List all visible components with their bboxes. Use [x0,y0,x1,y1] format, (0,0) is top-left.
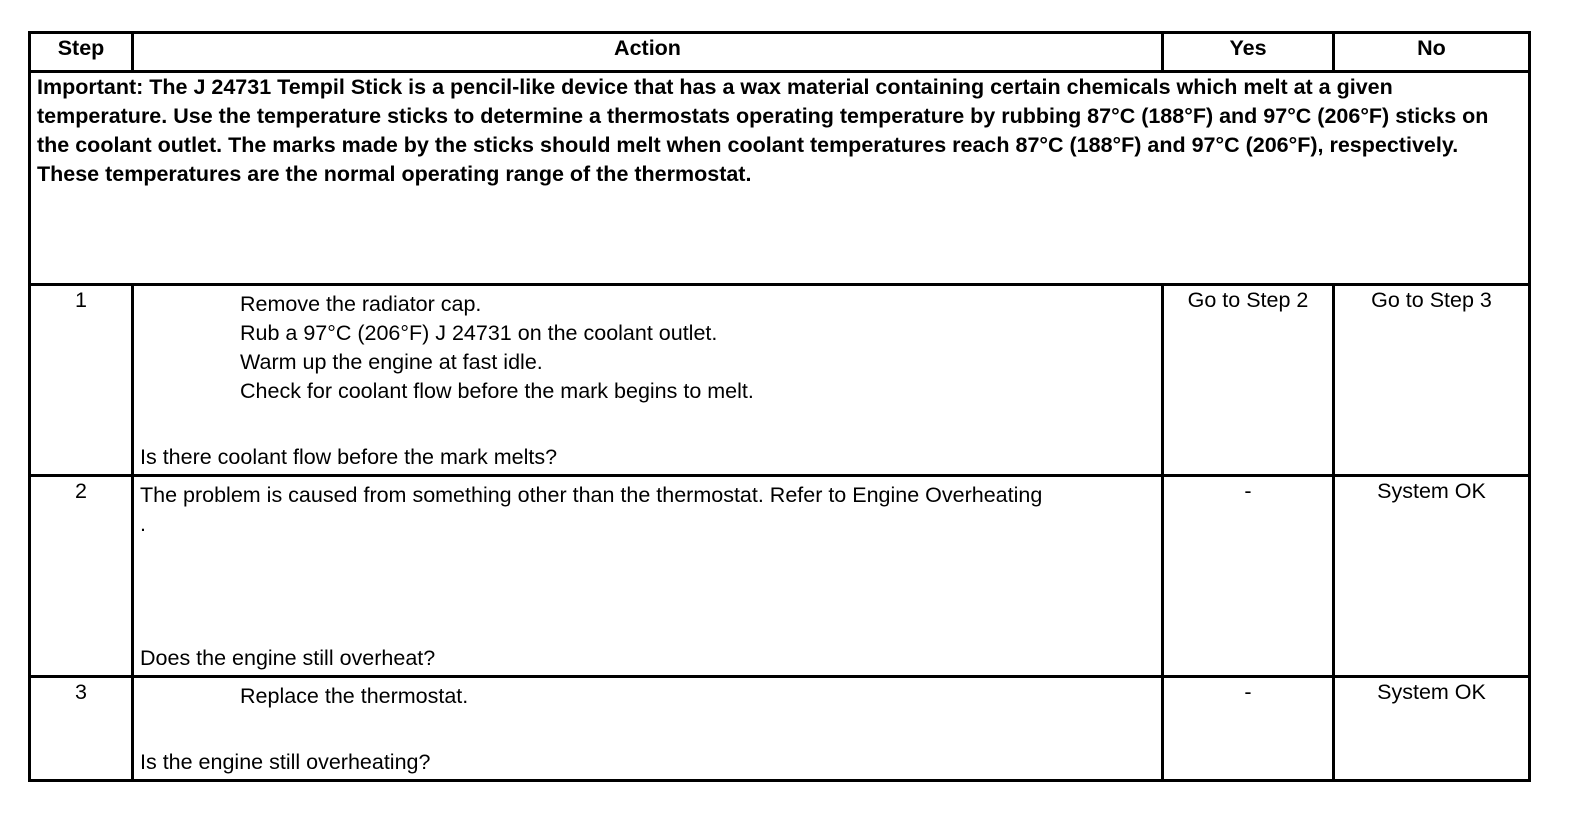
step-number: 2 [30,476,133,677]
instruction-item: Replace the thermostat. [240,684,469,708]
instruction-list [140,286,1155,406]
instruction-list [140,678,1155,711]
step-number: 1 [30,285,133,476]
instruction-item: Remove the radiator cap. [240,292,482,316]
action-cell [133,476,1163,677]
header-yes: Yes [1163,33,1334,72]
instruction-item: Warm up the engine at fast idle. [240,350,543,374]
yes-result: - [1163,476,1334,677]
yes-result: Go to Step 2 [1163,285,1334,476]
no-result: System OK [1334,476,1530,677]
header-row [30,33,1530,72]
header-no: No [1334,33,1530,72]
table-row [30,476,1530,677]
action-text: The problem is caused from something other than the thermostat. Refer to Engine Overheating . [140,483,1043,536]
action-cell [133,285,1163,476]
step-number: 3 [30,677,133,781]
table-row [30,677,1530,781]
important-note: Important: The J 24731 Tempil Stick is a pencil-like device that has a wax material containing certain chemicals which melt at a given temperature. Use the temperature sticks to determine a thermostats operating temperature by rubbing 87°C (188°F) and 97°C (206°F) sticks on the coolant outlet. The marks made by the sticks should melt when coolant temperatures reach 87°C (188°F) and 97°C (206°F), respectively. These temperatures are the normal operating range of the thermostat. [30,72,1530,285]
instruction-item: Check for coolant flow before the mark begins to melt. [240,379,754,403]
action-cell [133,677,1163,781]
no-result: Go to Step 3 [1334,285,1530,476]
header-step: Step [30,33,133,72]
instruction-item: Rub a 97°C (206°F) J 24731 on the coolant outlet. [240,321,718,345]
question-text: Does the engine still overheat? [140,646,436,670]
yes-result: - [1163,677,1334,781]
table-row [30,285,1530,476]
question-text: Is the engine still overheating? [140,750,431,774]
diagnostic-table [28,31,1531,782]
no-result: System OK [1334,677,1530,781]
header-action: Action [133,33,1163,72]
important-row [30,72,1530,285]
question-text: Is there coolant flow before the mark melts? [140,445,558,469]
